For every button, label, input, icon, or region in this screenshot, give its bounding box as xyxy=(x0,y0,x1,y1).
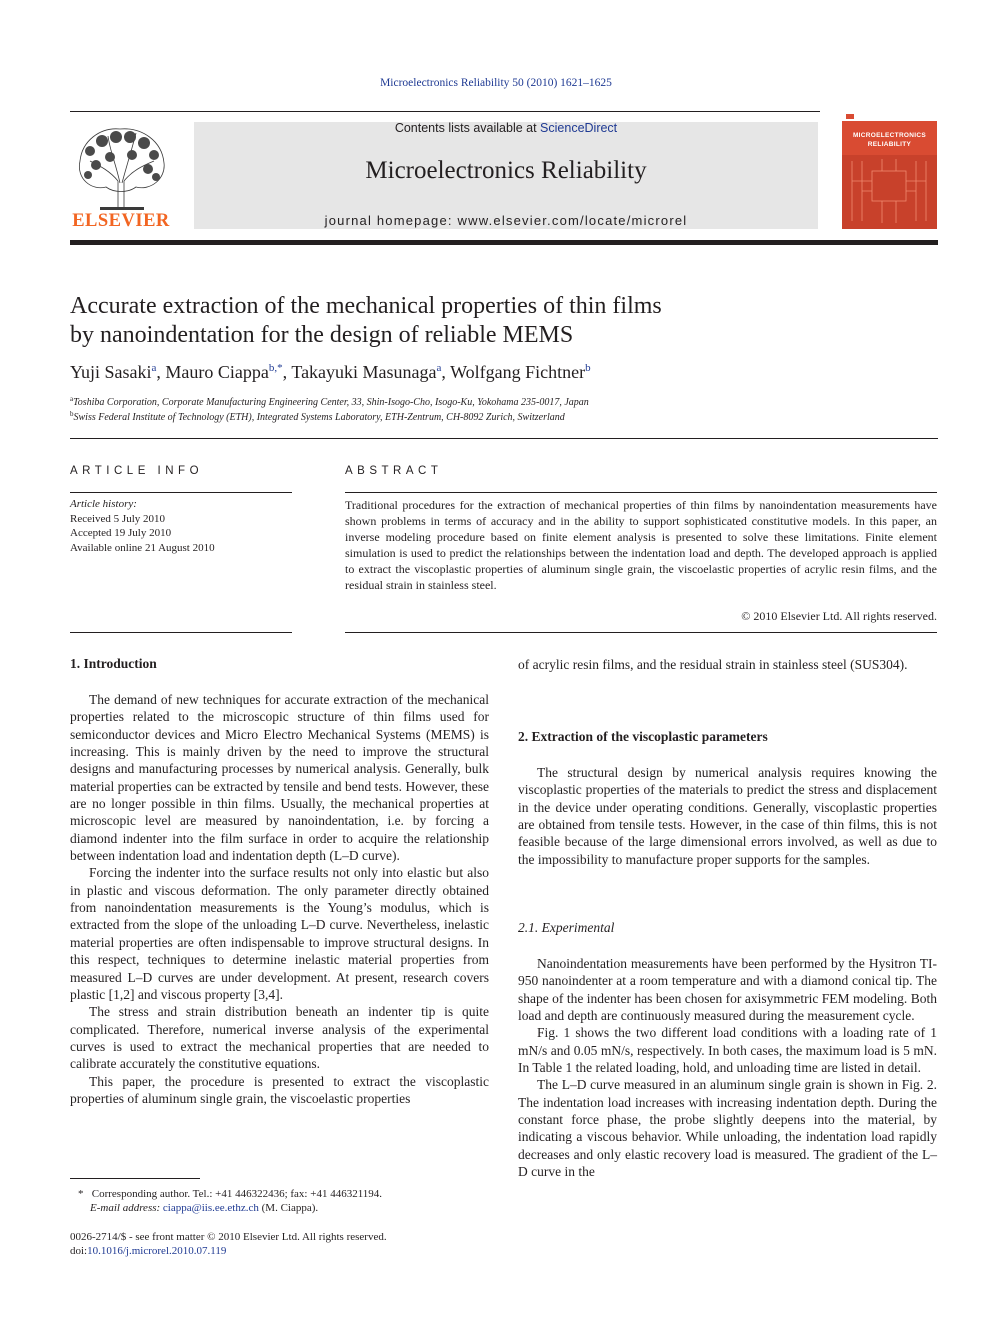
email-note xyxy=(78,1201,489,1215)
sciencedirect-link[interactable]: ScienceDirect xyxy=(540,121,618,135)
abstract-bottom-rule xyxy=(345,632,937,633)
affiliation-text: Swiss Federal Institute of Technology (ETH), Integrated Systems Laboratory, ETH-Zentrum, CH-8092 Zurich, Switzerland xyxy=(73,412,565,423)
author-separator: , xyxy=(156,362,166,382)
author-name: Takayuki Masunaga xyxy=(291,362,437,382)
front-matter xyxy=(70,1230,489,1258)
article-title-line2: by nanoindentation for the design of reliable MEMS xyxy=(70,322,574,348)
paragraph: The stress and strain distribution beneath an indenter tip is quite complicated. Therefore, numerical inverse analysis of the experimental curves is used to extract the mechanical properties that are needed to calibrate accurately the constitutive equations. xyxy=(70,1004,489,1072)
online-date: Available online 21 August 2010 xyxy=(70,541,215,554)
cover-title xyxy=(842,131,937,149)
section-2-heading: 2. Extraction of the viscoplastic parameters xyxy=(518,729,768,744)
journal-cover xyxy=(842,111,937,229)
paragraph: Forcing the indenter into the surface results not only into elastic but also in plastic and viscous deformation. The only parameter directly obtained from nanoindentation measurements is the Young’s modulus, which is extracted from the slope of the unloading L–D curve. Nevertheless, inelastic material properties are often indispensable to improve structural designs. In this respect, techniques to determine inelastic material properties from measured L–D curves are under development. At present, research covers plastic [1,2] and viscous property [3,4]. xyxy=(70,865,489,1002)
author-name: Wolfgang Fichtner xyxy=(450,362,586,382)
issn-line: 0026-2714/$ - see front matter © 2010 Elsevier Ltd. All rights reserved. xyxy=(70,1231,387,1243)
affiliation-rule xyxy=(70,438,938,439)
cover-title-line2: RELIABILITY xyxy=(867,141,912,148)
email-name: (M. Ciappa). xyxy=(261,1202,319,1214)
article-info-heading: ARTICLE INFO xyxy=(70,465,204,477)
left-column-body xyxy=(70,691,489,1107)
affiliation-mark: b xyxy=(70,410,74,418)
author-name: Mauro Ciappa xyxy=(165,362,269,382)
paragraph: The L–D curve measured in an aluminum single grain is shown in Fig. 2. The indentation load increases with increasing indentation depth. During the constant force phase, the probe slightly deepens into the material, by indicating a viscous behavior. While unloading, the indentation load rapidly decreases and only elastic recovery load is measured. The gradient of the L–D curve in the xyxy=(518,1077,937,1180)
article-title xyxy=(70,292,830,350)
footnote-text: Corresponding author. Tel.: +41 446322436; fax: +41 446321194. xyxy=(91,1188,383,1200)
cover-circuit-art xyxy=(842,111,937,229)
header-top-rule xyxy=(70,111,820,112)
article-history xyxy=(70,497,292,555)
author-list xyxy=(70,362,591,383)
email-link[interactable]: ciappa@iis.ee.ethz.ch xyxy=(162,1202,259,1214)
author-affil-mark[interactable]: a xyxy=(436,362,442,374)
paragraph: Fig. 1 shows the two different load conditions with a loading rate of 1 mN/s and 0.05 mN/s, respectively. In both cases, the maximum load is 5 mN. In Table 1 the related loading, hold, and unloading time are listed in detail. xyxy=(518,1025,937,1076)
affiliation-mark: a xyxy=(70,395,74,403)
journal-citation[interactable]: Microelectronics Reliability 50 (2010) 1621–1625 xyxy=(380,77,612,89)
abstract-heading: ABSTRACT xyxy=(345,465,443,477)
author-name: Yuji Sasaki xyxy=(70,362,152,382)
right-column-section2-1 xyxy=(518,955,937,1180)
elsevier-wordmark: ELSEVIER xyxy=(72,211,170,231)
article-info-bottom-rule xyxy=(70,632,292,633)
journal-homepage[interactable]: journal homepage: www.elsevier.com/locate/microrel xyxy=(324,213,688,228)
abstract-text: Traditional procedures for the extraction of mechanical properties of thin films by nanoindentation measurements have shown problems in terms of accuracy and in the ability to support sophisticated constitutive models. In this paper, an inverse modeling procedure based on finite element analysis is presented to solve these limitations. Finite element simulation is used to predict the relationships between the indentation load and depth. The developed approach is applied to extract the viscoplastic properties of aluminum single grain, the viscoelastic properties of acrylic resin films, and the residual strain in stainless steel. xyxy=(345,498,937,593)
doi-line xyxy=(70,1244,489,1258)
affiliation-a xyxy=(70,395,589,408)
footnote-rule xyxy=(70,1178,200,1179)
footnotes xyxy=(78,1187,489,1215)
doi-label: doi: xyxy=(70,1245,88,1257)
paragraph: The demand of new techniques for accurate extraction of the mechanical properties related to the microscopic structure of thin films used for semiconductor devices and Micro Electro Mechanical Systems (MEMS) is increasing. This is mainly driven by the need to improve the structural designs and manufacturing processes by numerical analysis. Generally, bulk material properties can be extracted by tensile and bend tests. However, these are no longer possible in thin films. Usually, the mechanical properties at microscopic level are measured by nanoindentation, i.e. by forcing a diamond indenter into the film surface in order to acquire the relationship between indentation load and indentation depth (L–D curve). xyxy=(70,692,489,864)
accepted-date: Accepted 19 July 2010 xyxy=(70,527,172,539)
doi-link[interactable]: 10.1016/j.microrel.2010.07.119 xyxy=(87,1245,227,1257)
email-label: E-mail address: xyxy=(90,1202,161,1214)
author-affil-mark[interactable]: a xyxy=(151,362,157,374)
right-column-top xyxy=(518,656,937,673)
footnote-mark: * xyxy=(78,1188,84,1200)
abstract-rule xyxy=(345,492,937,493)
section-1-heading: 1. Introduction xyxy=(70,656,157,671)
author-affil-mark[interactable]: b,* xyxy=(268,362,283,374)
contents-line xyxy=(194,121,818,135)
affiliation-b xyxy=(70,410,565,423)
paragraph: of acrylic resin films, and the residual strain in stainless steel (SUS304). xyxy=(518,657,908,672)
cover-title-line1: MICROELECTRONICS xyxy=(852,132,927,139)
paragraph: This paper, the procedure is presented to extract the viscoplastic properties of aluminum single grain, the viscoelastic properties xyxy=(70,1073,489,1106)
paragraph: Nanoindentation measurements have been performed by the Hysitron TI-950 nanoindenter at a room temperature and with a diamond conical tip. The shape of the indenter has been chosen for axisymmetric FEM modeling. Both load and depth are continuously measured during the measurement cycle. xyxy=(518,956,937,1024)
history-label: Article history: xyxy=(70,498,137,510)
right-column-section2 xyxy=(518,764,937,868)
author-separator: , xyxy=(282,362,292,382)
affiliation-text: Toshiba Corporation, Corporate Manufacturing Engineering Center, 33, Shin-Isogo-Cho, Isogo-Ku, Yokohama 235-0017, Japan xyxy=(73,397,589,408)
contents-prefix: Contents lists available at xyxy=(394,121,541,135)
abstract-copyright: © 2010 Elsevier Ltd. All rights reserved. xyxy=(741,609,937,623)
article-info-rule xyxy=(70,492,292,493)
received-date: Received 5 July 2010 xyxy=(70,512,166,525)
article-title-line1: Accurate extraction of the mechanical properties of thin films xyxy=(70,293,662,319)
author-affil-mark[interactable]: b xyxy=(585,362,591,374)
corresponding-author-note xyxy=(78,1187,489,1201)
author-separator: , xyxy=(441,362,451,382)
section-2-1-heading: 2.1. Experimental xyxy=(518,920,615,935)
journal-title: Microelectronics Reliability xyxy=(365,157,647,184)
header-thick-rule xyxy=(70,240,938,245)
paragraph: The structural design by numerical analysis requires knowing the viscoplastic properties of the materials to predict the stress and displacement in the device under operating conditions. Generally, viscoplastic properties are obtained from tensile tests. However, in the case of thin films, this is not feasible because of the large dimensional errors involved, as well as due to the impossibility to manufacture proper supports for the samples. xyxy=(518,765,937,867)
